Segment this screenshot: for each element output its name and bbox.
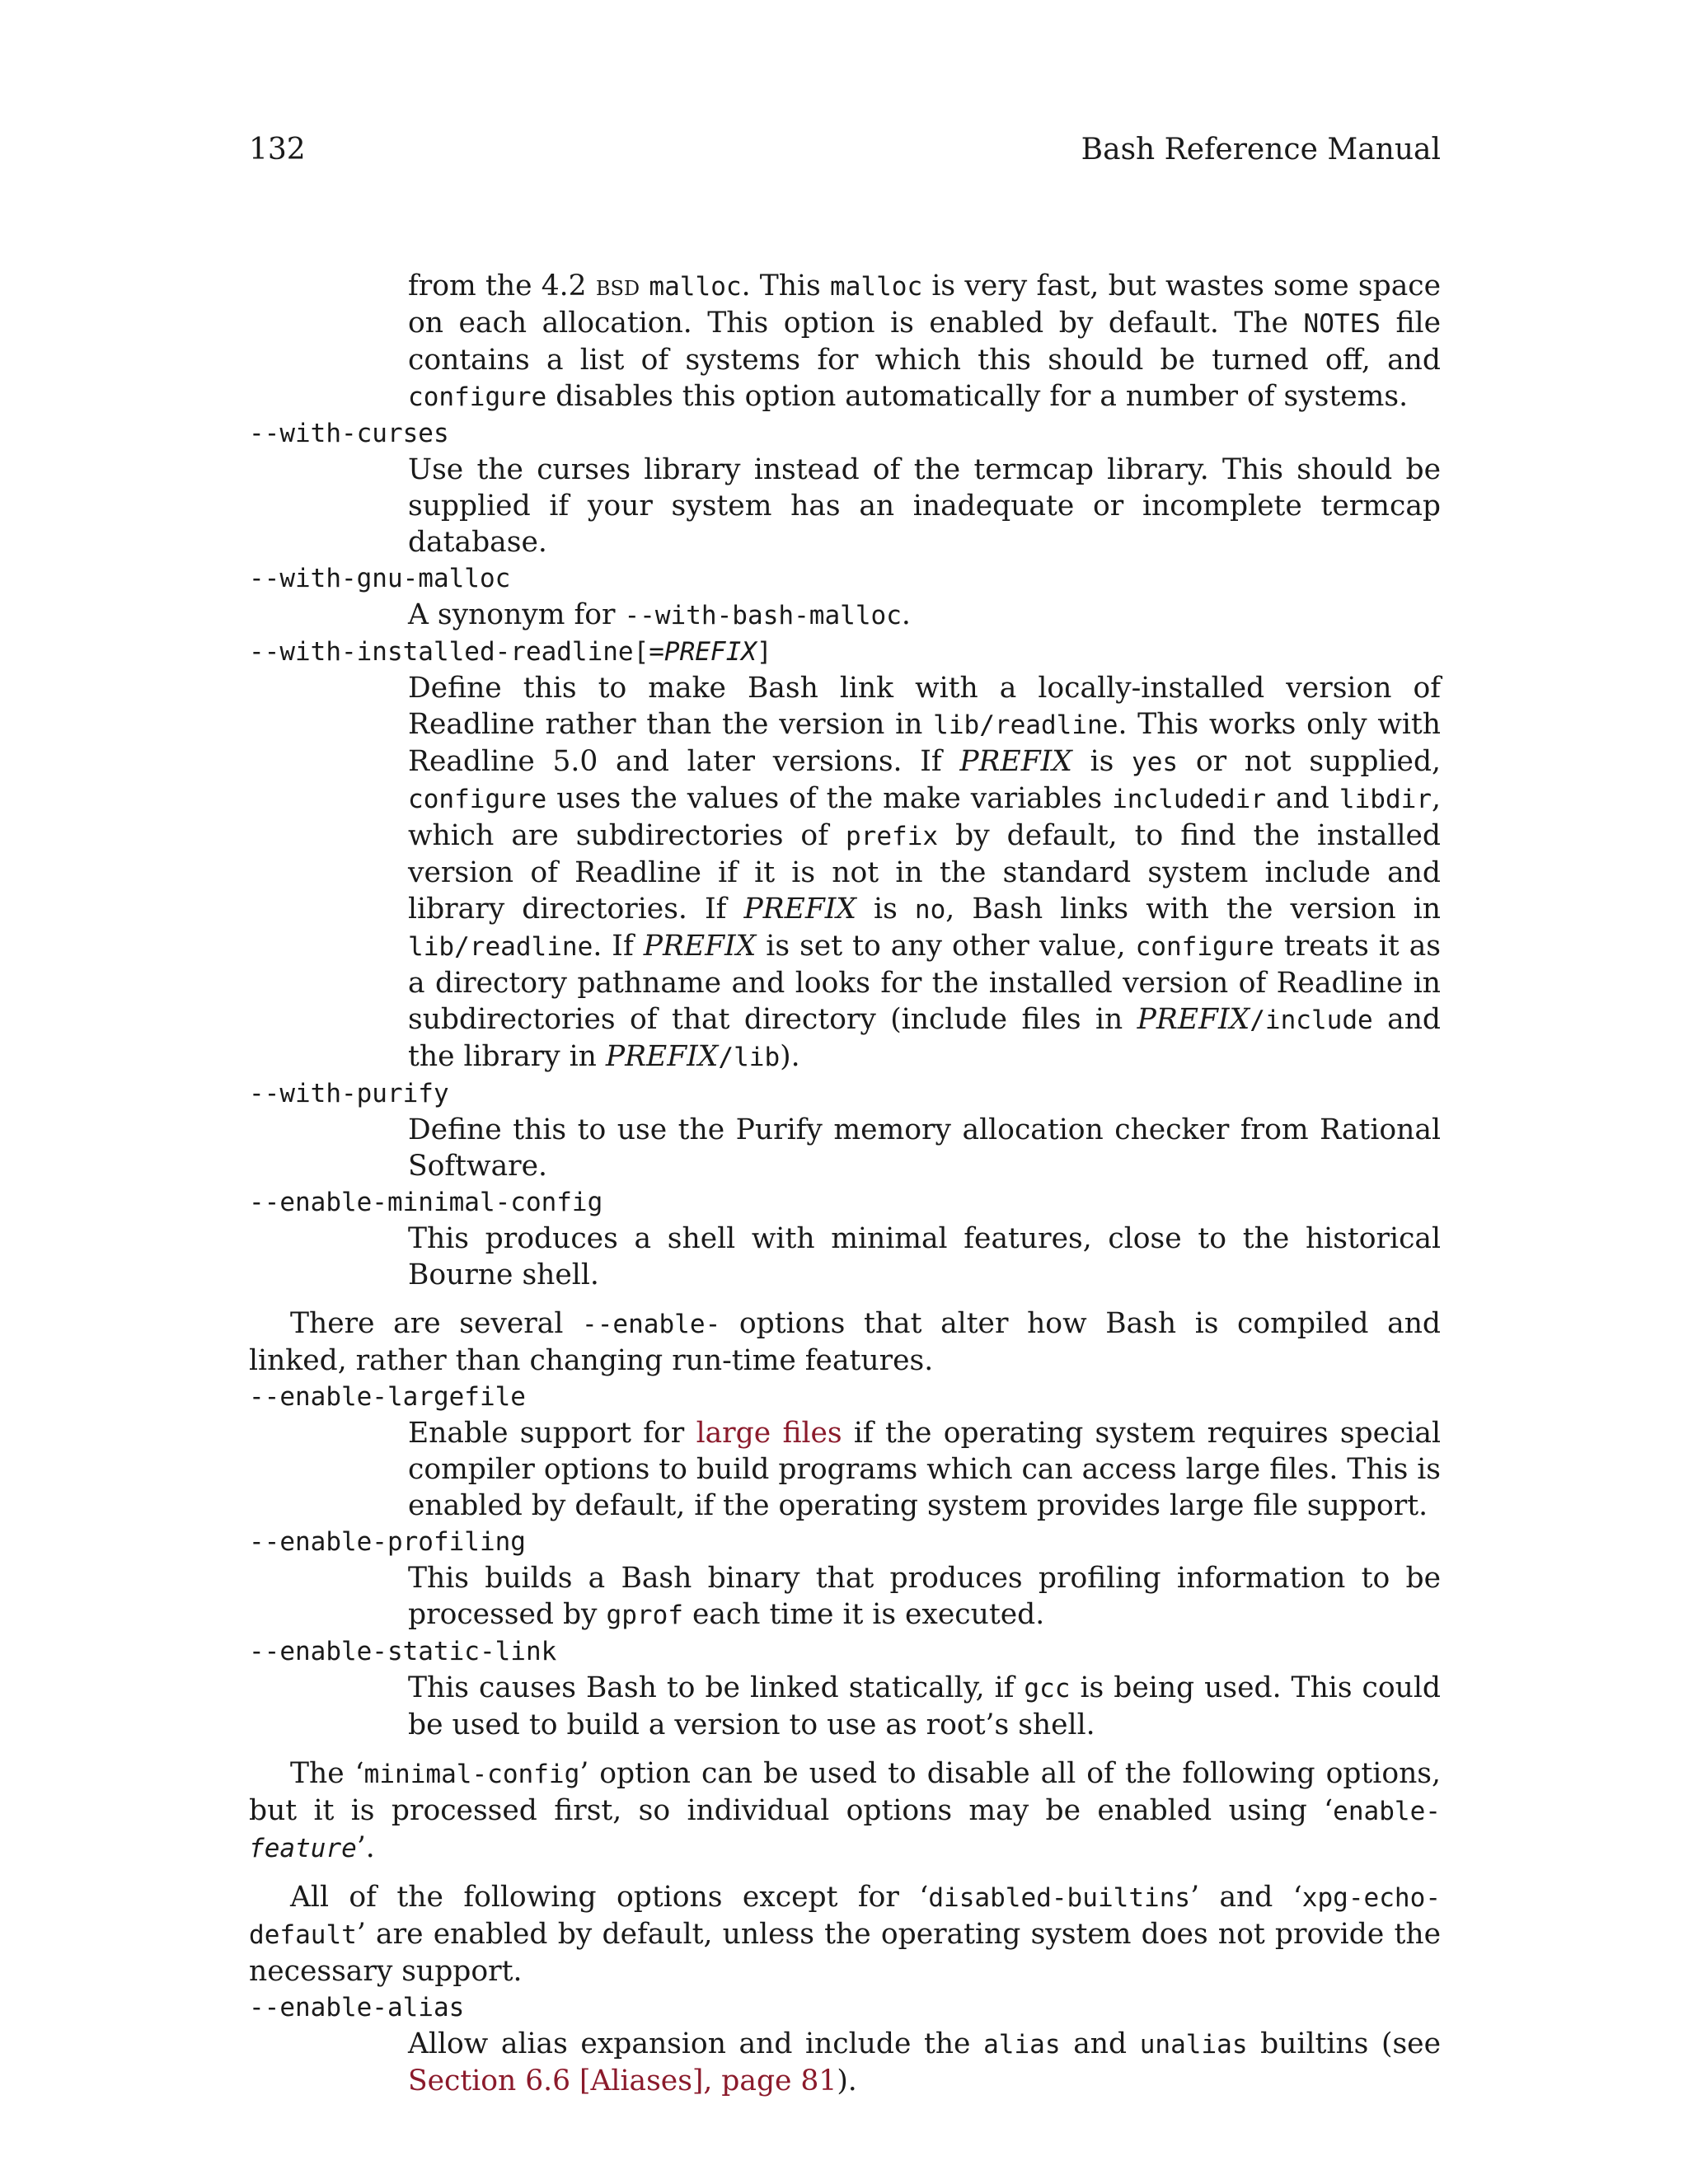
enable-static-link-description: This causes Bash to be linked statically, if gcc is being used. This could be used to build a version to use as root’s shell. — [408, 1671, 1441, 1741]
aliases-section-link[interactable]: Section 6.6 [Aliases], page 81 — [408, 2064, 837, 2097]
with-gnu-malloc-description: A synonym for --with-bash-malloc. — [408, 598, 911, 631]
enable-profiling-description: This builds a Bash binary that produces profiling information to be processed by gprof each time it is executed. — [408, 1562, 1441, 1631]
enable-alias-description: Allow alias expansion and include the alias and unalias builtins (see Section 6.6 [Aliases], page 81). — [408, 2027, 1441, 2097]
with-installed-readline-description: Define this to make Bash link with a locally-installed version of Readline rather than the version in lib/readline. This works only with Readline 5.0 and later versions. If PREFIX is yes or not supplied, configure uses the values of the make variables includedir and libdir, which are subdirectories of prefix by default, to find the installed version of Readline if it is not in the standard system include and library directories. If PREFIX is no, Bash links with the version in lib/readline. If PREFIX is set to any other value, configure treats it as a directory pathname and looks for the installed version of Readline in subdirectories of that directory (include files in PREFIX/include and the library in PREFIX/lib). — [408, 672, 1442, 1073]
option-enable-minimal-config: --enable-minimal-config — [249, 1188, 603, 1217]
option-with-curses: --with-curses — [249, 419, 449, 448]
page-number: 132 — [249, 133, 306, 166]
minimal-config-paragraph: The ‘minimal-config’ option can be used to disable all of the following options, but it is processed first, so individual options may be enabled using ‘enable-feature’. — [249, 1757, 1441, 1864]
option-with-purify: --with-purify — [249, 1079, 449, 1108]
running-title: Bash Reference Manual — [1081, 133, 1441, 166]
page-body — [249, 268, 1441, 2099]
enable-minimal-config-description: This produces a shell with minimal features, close to the historical Bourne shell. — [408, 1222, 1441, 1291]
enable-largefile-description: Enable support for large files if the operating system requires special compiler options to build programs which can access large files. This is enabled by default, if the operating system provides large file support. — [408, 1417, 1442, 1522]
malloc-continuation: from the 4.2 bsd malloc. This malloc is very fast, but wastes some space on each allocation. This option is enabled by default. The NOTES file contains a list of systems for which this should be turned off, and configure disables this option automatically for a number of systems. — [408, 269, 1442, 413]
enable-options-intro: There are several --enable- options that alter how Bash is compiled and linked, rather than changing run-time features. — [249, 1307, 1442, 1377]
option-enable-alias: --enable-alias — [249, 1993, 465, 2022]
with-curses-description: Use the curses library instead of the termcap library. This should be supplied if your system has an inadequate or incomplete termcap database. — [408, 453, 1441, 559]
option-with-gnu-malloc: --with-gnu-malloc — [249, 564, 511, 593]
option-enable-static-link: --enable-static-link — [249, 1637, 557, 1666]
option-enable-profiling: --enable-profiling — [249, 1527, 526, 1557]
default-options-paragraph: All of the following options except for ‘disabled-builtins’ and ‘xpg-echo-default’ are enabled by default, unless the operating system does not provide the necessary support. — [249, 1881, 1442, 1988]
option-with-installed-readline: --with-installed-readline[=PREFIX] — [249, 637, 772, 667]
large-files-link[interactable]: large files — [696, 1417, 842, 1450]
option-enable-largefile: --enable-largefile — [249, 1382, 526, 1412]
with-purify-description: Define this to use the Purify memory allocation checker from Rational Software. — [408, 1113, 1441, 1183]
